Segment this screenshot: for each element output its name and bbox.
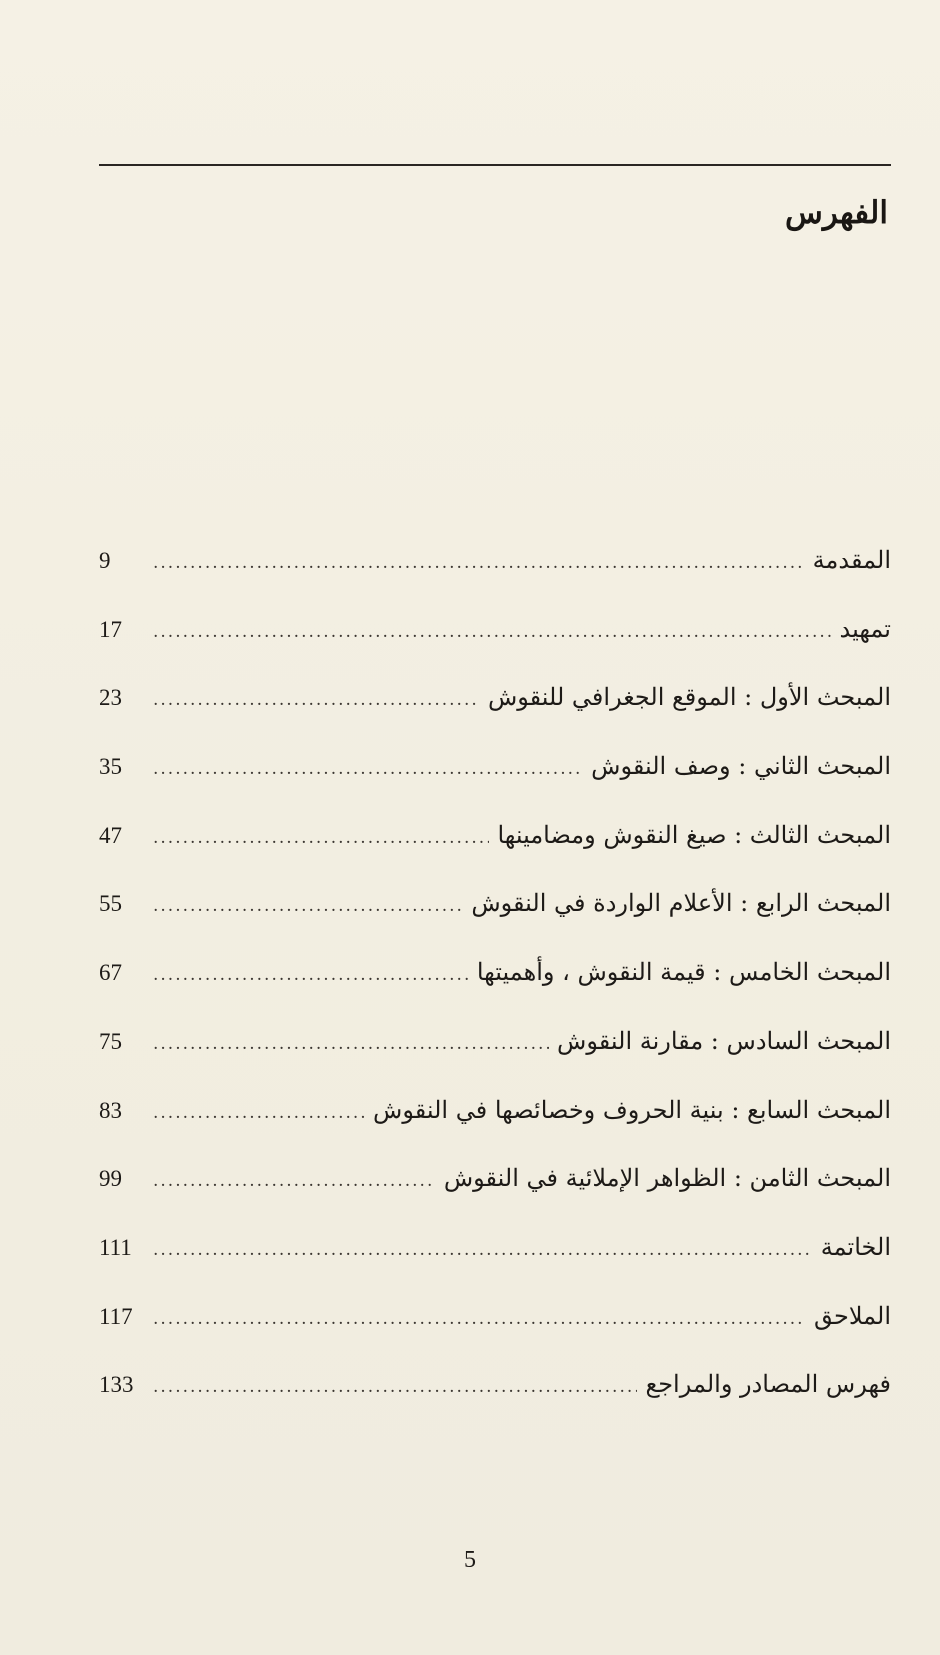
toc-entry (99, 815, 891, 884)
toc-entry-page: 17 (99, 616, 122, 642)
toc-entry-page: 9 (99, 548, 111, 573)
dot-leader (147, 1093, 365, 1133)
toc-entry-page: 47 (99, 822, 122, 848)
toc-entry-title: الخاتمة (820, 1232, 891, 1261)
toc-entry-page: 55 (99, 891, 122, 917)
dot-leader (147, 1024, 549, 1064)
toc-entry-page: 111 (99, 1234, 132, 1260)
toc-entry (99, 952, 891, 1021)
toc-entry (99, 746, 891, 815)
toc-entry-title: المقدمة (812, 546, 891, 574)
dot-leader (147, 680, 480, 720)
toc-entry (99, 1158, 891, 1227)
dot-leader (147, 1299, 806, 1339)
dot-leader (147, 612, 832, 652)
toc-entry (99, 1090, 891, 1159)
toc-entry-page: 35 (99, 754, 122, 780)
toc-entry-title: تمهيد (839, 614, 891, 643)
toc-entry (99, 1021, 891, 1090)
toc-entry-page: 23 (99, 685, 122, 711)
toc-entry-title: المبحث الرابع : الأعلام الواردة في النقوش (471, 889, 891, 918)
page-title: الفهرس (785, 195, 888, 231)
toc-entry-page: 75 (99, 1028, 122, 1054)
toc-entry-page: 99 (99, 1166, 122, 1192)
dot-leader (147, 818, 489, 858)
toc-entry-page: 83 (99, 1097, 122, 1123)
toc-entry (99, 1364, 891, 1433)
toc-entry-title: المبحث الأول : الموقع الجغرافي للنقوش (487, 683, 891, 712)
toc-entry (99, 609, 891, 678)
toc-entry (99, 1296, 891, 1365)
page-number: 5 (464, 1547, 476, 1573)
toc-entry-title: المبحث السادس : مقارنة النقوش (557, 1026, 891, 1055)
dot-leader (147, 749, 583, 789)
toc-entry-title: المبحث الثامن : الظواهر الإملائية في النقوش (443, 1164, 891, 1193)
toc-entry-title: المبحث السابع : بنية الحروف وخصائصها في النقوش (373, 1095, 891, 1124)
top-rule (99, 164, 891, 166)
toc-entry-page: 67 (99, 960, 122, 986)
toc-entry (99, 677, 891, 746)
dot-leader (147, 543, 805, 583)
toc-entry-title: المبحث الخامس : قيمة النقوش ، وأهميتها (476, 958, 891, 987)
dot-leader (147, 955, 469, 995)
dot-leader (147, 1230, 813, 1270)
toc-entry (99, 1227, 891, 1296)
dot-leader (147, 1367, 637, 1407)
dot-leader (147, 1161, 436, 1201)
toc-entry-title: الملاحق (813, 1301, 891, 1330)
toc-entry-title: المبحث الثالث : صيغ النقوش ومضامينها (497, 820, 891, 849)
table-of-contents (99, 540, 891, 1433)
toc-entry (99, 883, 891, 952)
toc-entry-title: فهرس المصادر والمراجع (645, 1370, 891, 1399)
toc-entry-page: 133 (99, 1372, 134, 1398)
toc-entry-page: 117 (99, 1303, 133, 1329)
dot-leader (147, 886, 463, 926)
toc-entry (99, 540, 891, 609)
toc-entry-title: المبحث الثاني : وصف النقوش (591, 752, 891, 781)
